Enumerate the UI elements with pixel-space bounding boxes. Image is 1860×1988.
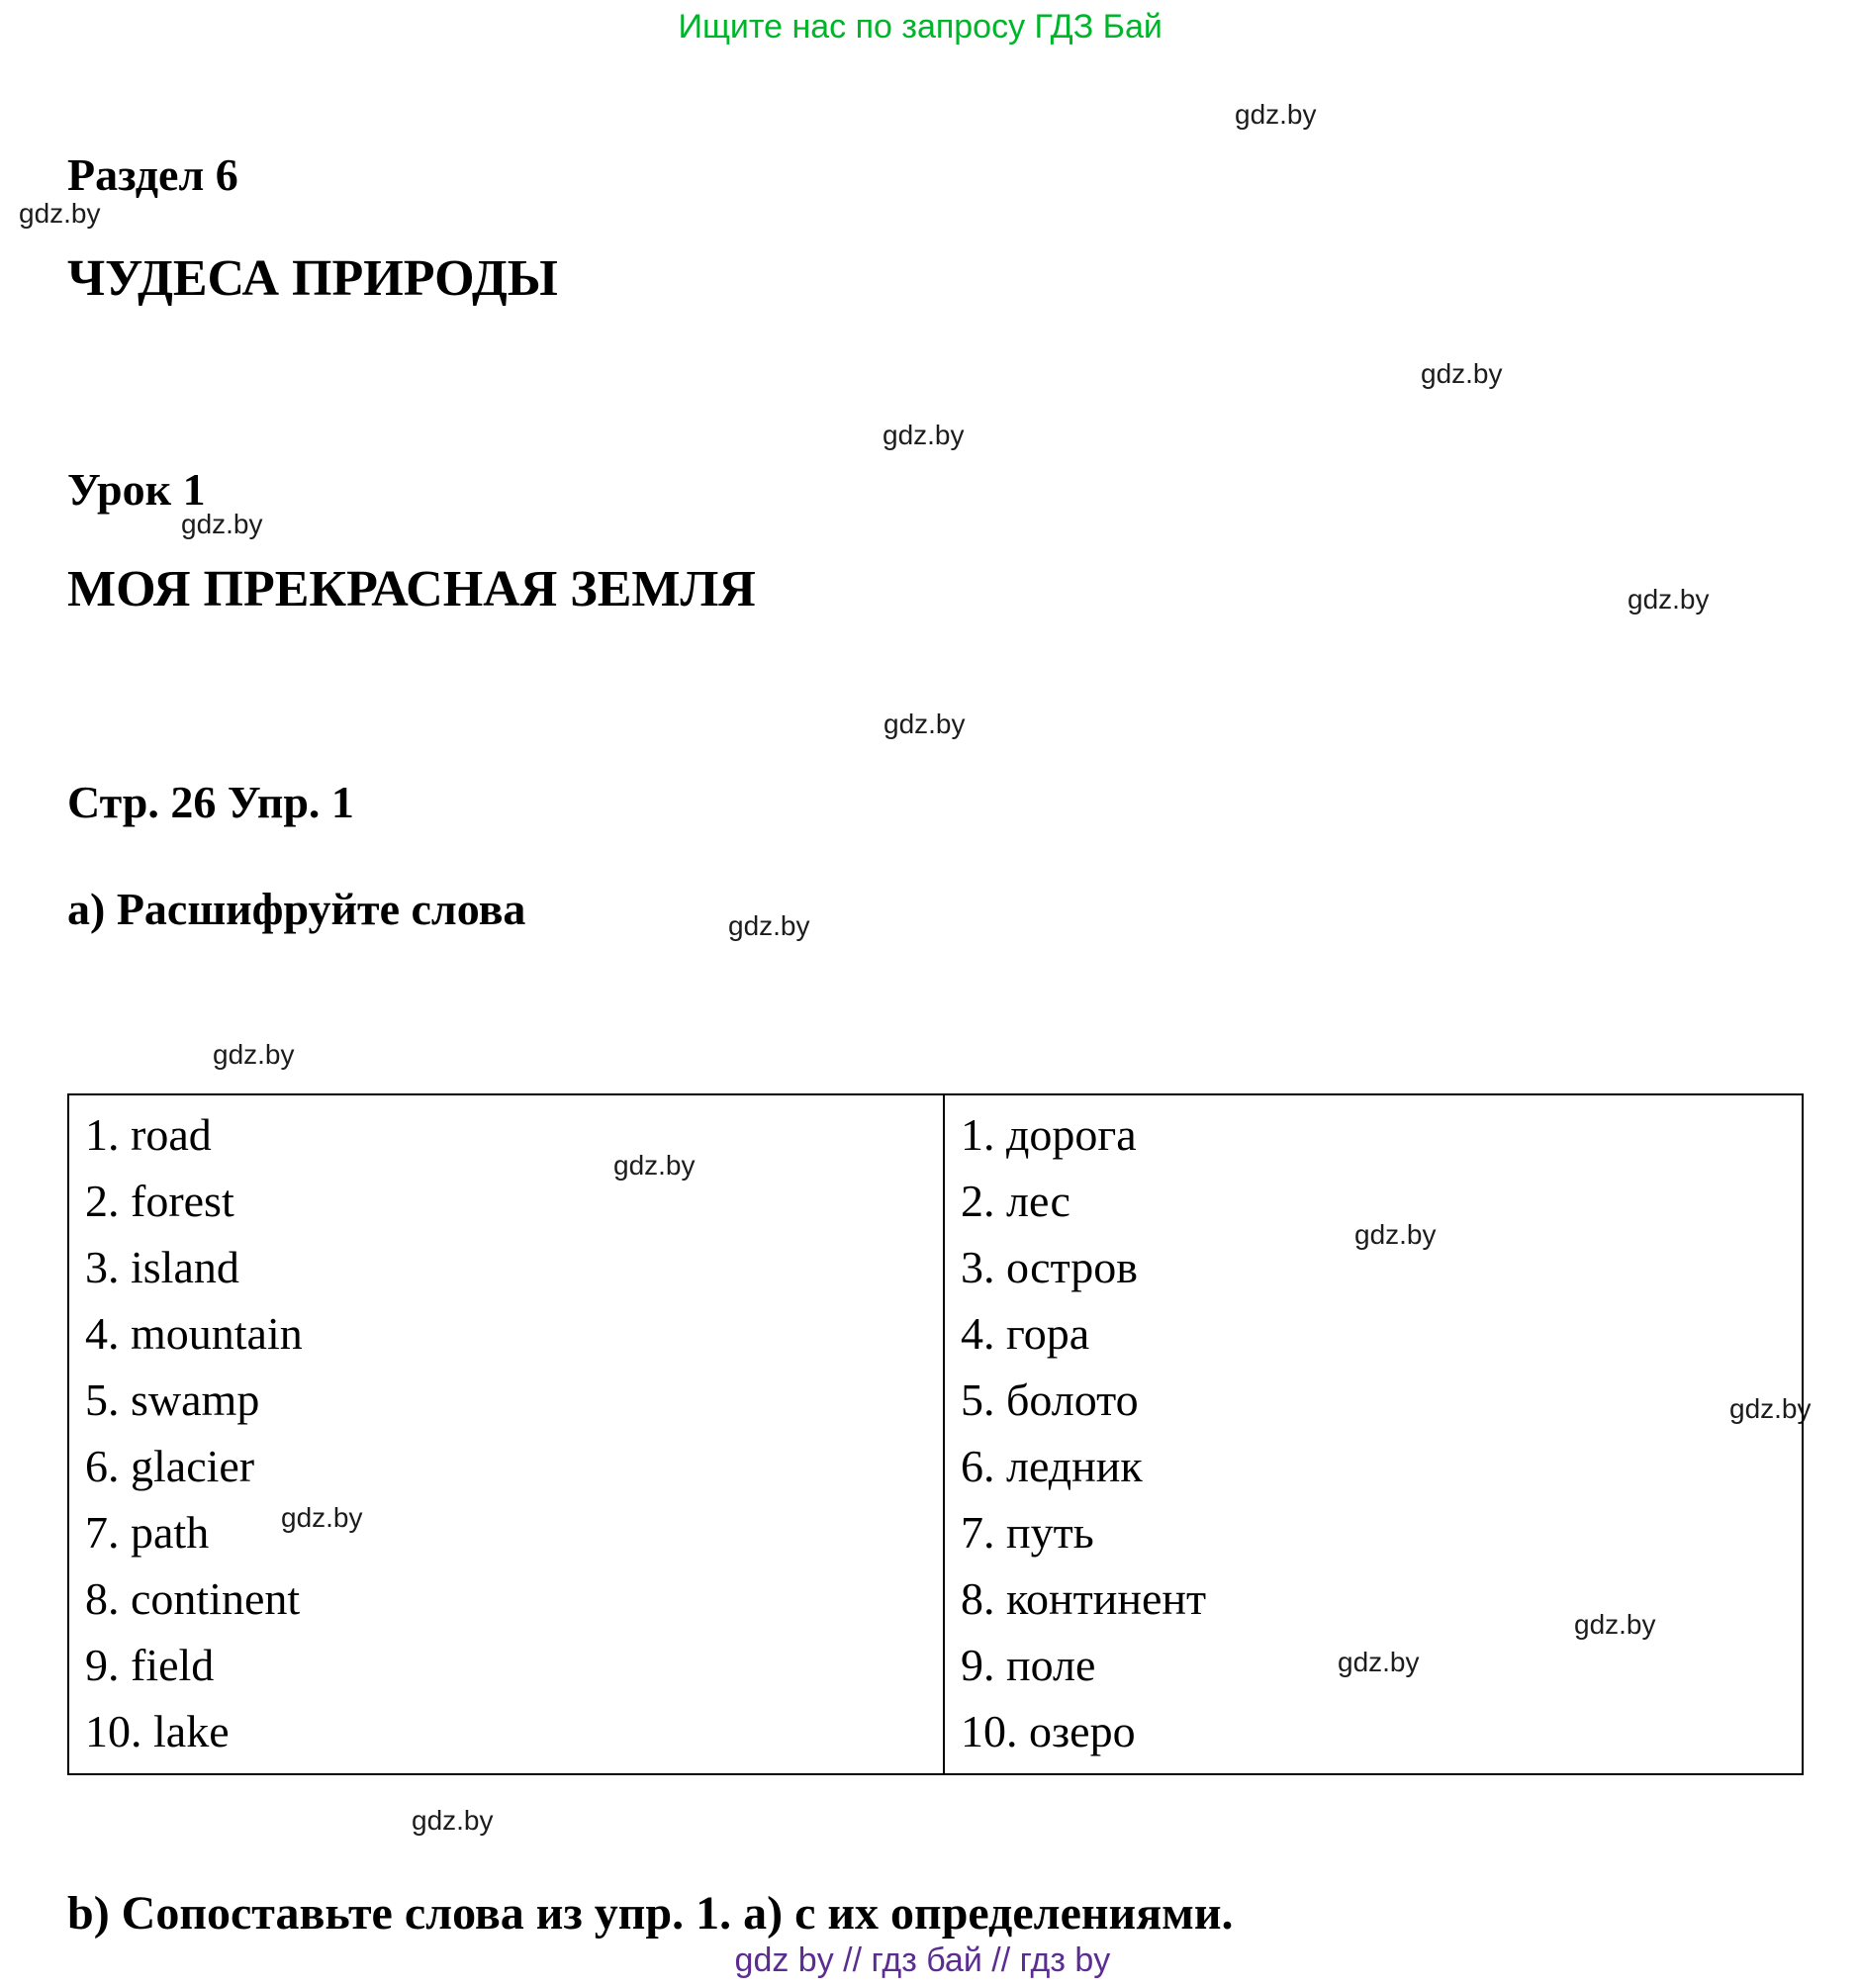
section-title: ЧУДЕСА ПРИРОДЫ bbox=[67, 250, 558, 307]
table-cell-ru: 7. путь bbox=[961, 1507, 1094, 1558]
lesson-title: МОЯ ПРЕКРАСНАЯ ЗЕМЛЯ bbox=[67, 561, 756, 617]
watermark: gdz.by bbox=[1421, 358, 1503, 389]
watermark: gdz.by bbox=[1628, 584, 1710, 615]
lesson-label: Урок 1 bbox=[67, 464, 206, 515]
watermark: gdz.by bbox=[1574, 1609, 1656, 1640]
watermark: gdz.by bbox=[613, 1150, 696, 1181]
table-cell-ru: 1. дорога bbox=[961, 1109, 1137, 1160]
table-cell-ru: 10. озеро bbox=[961, 1706, 1136, 1756]
table-cell-ru: 6. ледник bbox=[961, 1441, 1143, 1491]
table-cell-en: 4. mountain bbox=[85, 1308, 303, 1359]
watermark: gdz.by bbox=[181, 509, 263, 539]
table-cell-ru: 3. остров bbox=[961, 1242, 1138, 1292]
table-cell-en: 3. island bbox=[85, 1242, 239, 1292]
russian-words-column bbox=[945, 1095, 1802, 1773]
table-cell-en: 10. lake bbox=[85, 1706, 230, 1756]
watermark: gdz.by bbox=[728, 910, 810, 941]
watermark: gdz.by bbox=[213, 1039, 295, 1070]
table-cell-en: 9. field bbox=[85, 1640, 215, 1690]
table-cell-en: 5. swamp bbox=[85, 1374, 260, 1425]
task-a-heading: а) Расшифруйте слова bbox=[67, 884, 526, 934]
task-b-heading: b) Сопоставьте слова из упр. 1. а) с их определениями. bbox=[67, 1887, 1234, 1940]
table-cell-en: 6. glacier bbox=[85, 1441, 255, 1491]
table-cell-en: 7. path bbox=[85, 1507, 210, 1558]
top-banner-text: Ищите нас по запросу ГДЗ Бай bbox=[678, 8, 1162, 46]
watermark: gdz.by bbox=[19, 198, 101, 229]
vocabulary-table bbox=[67, 1093, 1804, 1775]
section-label: Раздел 6 bbox=[67, 149, 238, 200]
exercise-reference: Стр. 26 Упр. 1 bbox=[67, 777, 354, 827]
watermark: gdz.by bbox=[1354, 1219, 1437, 1250]
english-words-column bbox=[69, 1095, 945, 1773]
watermark: gdz.by bbox=[884, 709, 966, 739]
table-cell-en: 8. continent bbox=[85, 1573, 301, 1624]
table-cell-ru: 4. гора bbox=[961, 1308, 1090, 1359]
footer-text: gdz by // гдз бай // гдз by bbox=[734, 1941, 1111, 1979]
watermark: gdz.by bbox=[281, 1502, 363, 1533]
table-cell-ru: 8. континент bbox=[961, 1573, 1207, 1624]
table-cell-ru: 5. болото bbox=[961, 1374, 1139, 1425]
watermark: gdz.by bbox=[412, 1805, 494, 1836]
watermark: gdz.by bbox=[1729, 1393, 1812, 1424]
watermark: gdz.by bbox=[1338, 1647, 1420, 1677]
watermark: gdz.by bbox=[883, 420, 965, 450]
table-cell-en: 2. forest bbox=[85, 1176, 234, 1226]
table-cell-ru: 9. поле bbox=[961, 1640, 1096, 1690]
watermark: gdz.by bbox=[1235, 99, 1317, 130]
table-cell-en: 1. road bbox=[85, 1109, 212, 1160]
table-cell-ru: 2. лес bbox=[961, 1176, 1070, 1226]
